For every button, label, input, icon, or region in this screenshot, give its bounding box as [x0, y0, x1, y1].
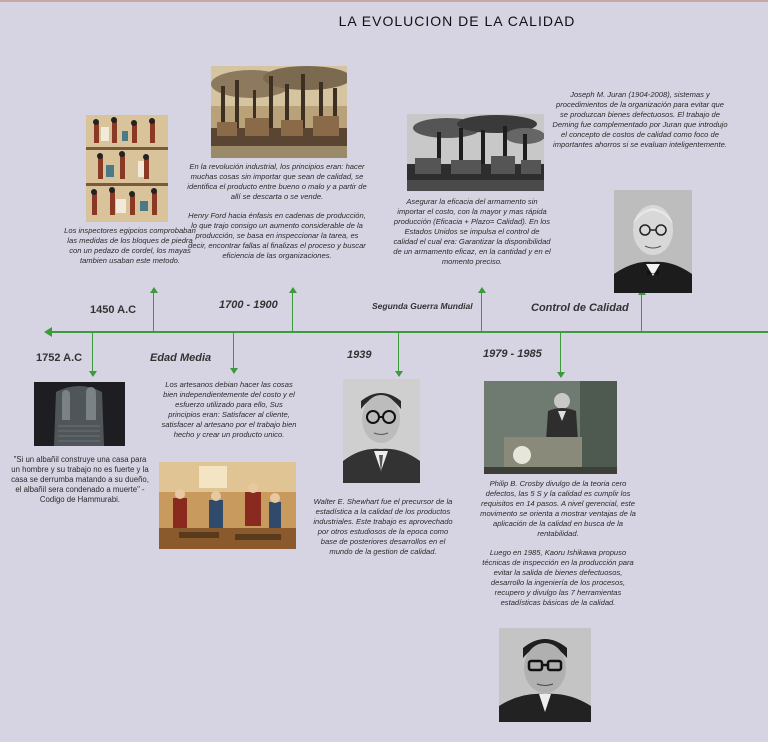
- text-1979-1985: [476, 479, 640, 617]
- text-1752ac: [10, 455, 150, 514]
- timeline-arrowhead: [44, 327, 52, 337]
- crosby-podium-image: [484, 381, 617, 474]
- text-1752ac-p1: "Si un albañil construye una casa para un hombre y su trabajo no es fuerte y la casa se derrumba matando a su dueño, el albañil sera condenado a muerte" - Codigo de Hammurabi.: [11, 455, 149, 504]
- smokestack-factory-image: [407, 114, 544, 191]
- text-1700-1900: [186, 162, 368, 270]
- artisans-painting-image: [159, 462, 296, 549]
- juran-portrait-image: [614, 190, 692, 293]
- hammurabi-stele-image: [34, 382, 125, 446]
- timeline-tick-1752ac: [92, 333, 93, 376]
- label-1752ac: 1752 A.C: [36, 352, 83, 364]
- shewhart-portrait-image: [343, 379, 420, 483]
- top-border: [0, 0, 768, 2]
- timeline-tick-control-calidad: [641, 290, 642, 331]
- label-segunda-guerra: Segunda Guerra Mundial: [372, 301, 473, 311]
- text-edad-media-p1: Los artesanos debian hacer las cosas bien independientemente del costo y el esfuerzo utilizado para ello, Sus principios eran: Satisfacer al cliente, satisfacer al artesano por el trabajo bien hecho y crear un producto unico.: [161, 380, 297, 439]
- timeline-tick-1979-1985: [560, 333, 561, 377]
- text-edad-media: [160, 380, 298, 449]
- text-1700-1900-p2: Henry Ford hacia énfasis en cadenas de producción, lo que trajo consigo un aumento considerable de la producción, se basa en inspeccionar la tarea, es decir, encontrar fallas al finalizas el proceso y buscar eficiencia de las organizaciones.: [188, 211, 366, 260]
- text-1450ac: [64, 226, 196, 275]
- timeline-tick-segunda-guerra: [481, 288, 482, 331]
- page-title: LA EVOLUCION DE LA CALIDAD: [338, 13, 576, 29]
- label-1979-1985: 1979 - 1985: [483, 348, 542, 360]
- text-segunda-guerra: [392, 197, 552, 276]
- label-control-calidad: Control de Calidad: [531, 302, 629, 314]
- label-1939: 1939: [347, 349, 372, 361]
- text-1939-p1: Walter E. Shewhart fue el precursor de la estadística a la calidad de los productos industriales. Este trabajo es aprovechado por otros estudiosos de la epoca como base de posteriores desarrollos en el mundo de la gestion de calidad.: [313, 497, 453, 556]
- text-control-calidad: [552, 90, 728, 159]
- text-1450ac-p1: Los inspectores egipcios comprobaban las medidas de los bloques de piedra con un pedazo de cordel, los mayas tambien usaban este metodo.: [64, 226, 196, 265]
- text-segunda-guerra-p1: Asegurar la eficacia del armamento sin importar el costo, con la mayor y mas rápida producción (Eficacia + Plazo= Calidad). En los Estados Unidos se impulsa el control de calidad el cual era: Garantizar la disponibilidad de un armamento eficaz, en la cantidad y en el momento preciso.: [393, 197, 551, 266]
- timeline-tick-edad-media: [233, 333, 234, 373]
- label-edad-media: Edad Media: [150, 352, 212, 364]
- timeline-axis: [50, 331, 768, 333]
- text-1939: [313, 497, 453, 566]
- timeline-tick-1939: [398, 333, 399, 376]
- text-1700-1900-p1: En la revolución industrial, los principios eran: hacer muchas cosas sin importar que sean de calidad, se identifica el producto entre bueno o malo y a partir de allí se descarta o se vende.: [187, 162, 367, 201]
- ishikawa-portrait-image: [499, 628, 591, 722]
- text-1979-1985-p2: Luego en 1985, Kaoru Ishikawa propuso técnicas de inspección en la producción para evitar la salida de bienes defectuosos, desarrollo la ingeniería de los procesos, recupero y divulgo las 7 herramientas estadísticas básicas de la calidad.: [482, 548, 634, 607]
- label-1450ac: 1450 A.C: [90, 304, 137, 316]
- label-1700-1900: 1700 - 1900: [219, 299, 278, 311]
- text-control-calidad-p1: Joseph M. Juran (1904-2008), sistemas y procedimientos de la organización para evitar que se produzcan bienes defectuosos. El trabajo de Deming fue complementado por Juran que introdujo el concepto de costos de calidad como foco de importantes ahorros si se evaluan inteligentemente.: [552, 90, 728, 149]
- timeline-tick-1700-1900: [292, 288, 293, 331]
- industrial-factory-image: [211, 66, 347, 158]
- egyptian-painting-image: [86, 115, 168, 222]
- timeline-tick-1450ac: [153, 288, 154, 331]
- text-1979-1985-p1: Philip B. Crosby divulgo de la teoria cero defectos, las 5 S y la calidad es cumplir los requisitos en 14 pasos. A nivel gerencial, este movimento se orienta a mostrar ventajas de la aplicación de la calidad en busca de la rentabilidad.: [480, 479, 636, 538]
